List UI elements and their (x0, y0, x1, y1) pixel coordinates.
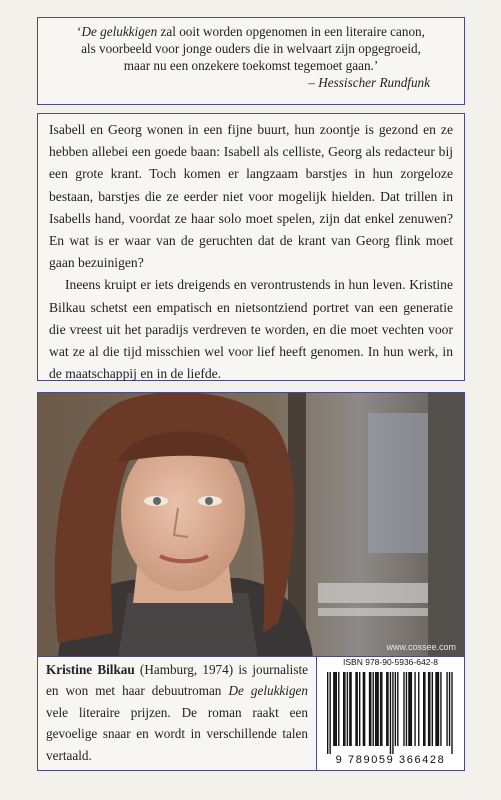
quote-source: – Hessischer Rundfunk (308, 75, 430, 90)
barcode-bar (375, 672, 376, 746)
barcode-panel (317, 657, 465, 771)
isbn-label: ISBN 978-90-5936-642-8 (343, 657, 438, 667)
barcode-bars (327, 672, 455, 754)
barcode-bar (359, 672, 360, 746)
quote-line-2: als voorbeeld voor jonge ouders die in welvaart zijn opgegroeid, (81, 41, 421, 56)
author-bio-box (37, 657, 317, 771)
barcode-bar (423, 672, 424, 746)
barcode-bar (350, 672, 351, 746)
barcode-bar (432, 672, 433, 746)
barcode-bar (446, 672, 447, 746)
quote-line-1: zal ooit worden opgenomen in een literaire canon, (157, 24, 425, 39)
barcode-bar (363, 672, 364, 746)
barcode-bar (386, 672, 387, 746)
barcode-number: 9 789059 366428 (335, 754, 446, 766)
barcode-bar (414, 672, 415, 746)
barcode-bar (364, 672, 365, 746)
barcode-bar (381, 672, 382, 746)
bio-text-a: (Hamburg, 1974) is journaliste en won met haar debuutroman (46, 662, 308, 699)
bio-text-b: vele literaire prijzen. De roman raakt een gevoelige snaar en wordt in verschillende talen vertaald. (46, 704, 308, 763)
quote-text (44, 23, 458, 74)
barcode-bar (403, 672, 404, 746)
barcode-bar (449, 672, 450, 746)
barcode-bar (355, 672, 356, 746)
barcode-bar (373, 672, 374, 746)
barcode-bar (390, 672, 391, 754)
quote-line-3: maar nu een onzekere toekomst tegemoet gaan.’ (123, 58, 379, 73)
barcode-bar (336, 672, 337, 746)
barcode-bar (408, 672, 409, 746)
barcode-bar (334, 672, 335, 746)
blurb-paragraph-2: Ineens kruipt er iets dreigends en verontrustends in hun leven. Kristine Bilkau schetst een empatisch en nietsontziend portret van een generatie die vreest uit het paradijs verdreven te worden, en die moet vechten voor wat ze al die tijd misschien wel voor lief heeft genomen. In hun werk, in de maatschappij en in de liefde. (49, 277, 453, 382)
blurb-box (37, 113, 465, 381)
quote-open-mark: ‘ (77, 24, 82, 39)
photo-credit: www.cossee.com (386, 642, 456, 652)
blurb-paragraph-1: Isabell en Georg wonen in een fijne buurt, hun zoontje is gezond en ze hebben allebei een goede baan: Isabell als celliste, Georg als redacteur bij een grote krant. Toch komen er langzaam barstjes in hun zorgeloze bestaan, barstjes die ze eerder niet voor mogelijk hielden. Dat trillen in Isabells hand, voordat ze haar solo moet spelen, zijn dat enkel zenuwen? En wat is er waar van de geruchten dat de krant van Georg flink moet gaan bezuinigen? (49, 122, 453, 271)
barcode-bar (370, 672, 371, 746)
barcode-bar (451, 672, 452, 754)
barcode-bar (343, 672, 344, 746)
barcode-bar (440, 672, 441, 746)
barcode-bar (424, 672, 425, 746)
barcode-bar (377, 672, 378, 746)
barcode-bar (418, 672, 419, 746)
barcode-bar (435, 672, 436, 746)
barcode-bar (406, 672, 407, 746)
barcode-bar (349, 672, 350, 746)
barcode-bar (411, 672, 412, 746)
barcode-bar (357, 672, 358, 746)
author-photo (37, 392, 465, 657)
barcode-bar (344, 672, 345, 746)
barcode-bar (397, 672, 398, 746)
barcode-bar (409, 672, 410, 746)
barcode-bar (338, 672, 339, 746)
barcode-bar (438, 672, 439, 746)
barcode-bar (333, 672, 334, 746)
barcode-bar (347, 672, 348, 746)
barcode-bar (428, 672, 429, 746)
barcode-bar (369, 672, 370, 746)
barcode-bar (395, 672, 396, 746)
barcode-bar (376, 672, 377, 746)
barcode-bar (380, 672, 381, 746)
barcode-bar (387, 672, 388, 746)
author-name: Kristine Bilkau (46, 662, 135, 677)
barcode-bar (329, 672, 330, 754)
bio-novel-title: De gelukkigen (228, 683, 308, 699)
author-portrait-image (38, 393, 465, 657)
barcode-bar (429, 672, 430, 746)
quote-book-title: De gelukkigen (81, 24, 158, 39)
review-quote-box (37, 17, 465, 105)
barcode-bar (327, 672, 328, 754)
barcode-bar (437, 672, 438, 746)
barcode-bar (392, 672, 393, 754)
